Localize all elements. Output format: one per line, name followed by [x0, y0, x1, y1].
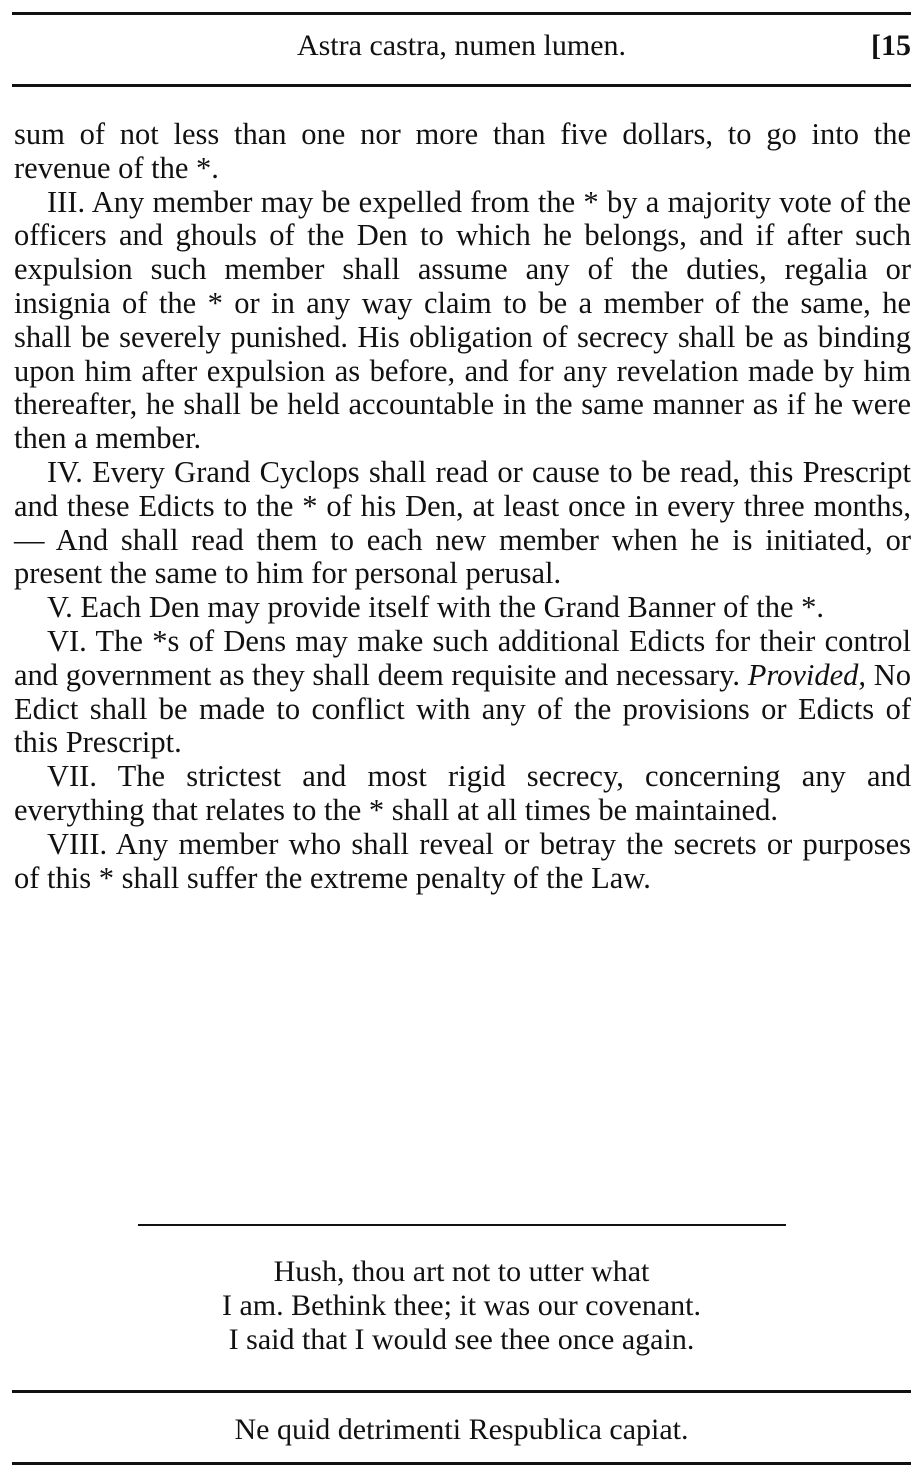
verse-block: [0, 1255, 923, 1357]
paragraph-vi: [14, 625, 911, 760]
footer-top-rule: [12, 1390, 911, 1393]
footer-motto: Ne quid detrimenti Respublica capiat.: [234, 1413, 689, 1446]
body-text: [14, 118, 911, 895]
top-rule: [12, 12, 911, 15]
verse-line: I said that I would see thee once again.: [228, 1323, 695, 1356]
paragraph-iv: IV. Every Grand Cyclops shall read or cause to be read, this Prescript and these Edicts to the * of his Den, at least once in every three months,— And shall read them to each new member when he is initiated, or present the same to him for personal perusal.: [14, 454, 911, 591]
paragraph-vi-rest: No Edict shall be made to conflict with any of the provisions or Edicts of this Prescript.: [14, 657, 911, 760]
paragraph-vi-italic: Provided,: [747, 657, 867, 692]
verse-line: Hush, thou art not to utter what: [273, 1255, 650, 1288]
paragraph-v: V. Each Den may provide itself with the Grand Banner of the *.: [47, 590, 824, 625]
running-head: [0, 26, 923, 66]
section-divider: [138, 1224, 786, 1226]
header-motto: Astra castra, numen lumen.: [296, 29, 627, 62]
paragraph-iii: III. Any member may be expelled from the * by a majority vote of the officers and ghouls of the Den to which he belongs, and if after such expulsion such member shall assume any of the duties, regalia or insignia of the * or in any way claim to be a member of the same, he shall be severely punished. His obligation of secrecy shall be as binding upon him after expulsion as before, and for any revelation made by him thereafter, he shall be held accountable in the same manner as if he were then a member.: [14, 184, 911, 456]
footer-bottom-rule: [12, 1462, 911, 1465]
footer: [0, 1410, 923, 1450]
header-rule: [12, 84, 911, 87]
paragraph-viii: VIII. Any member who shall reveal or betray the secrets or purposes of this * shall suffer the extreme penalty of the Law.: [14, 826, 911, 895]
continuation-paragraph: sum of not less than one nor more than five dollars, to go into the revenue of the *.: [14, 117, 911, 185]
page-number: [15: [871, 29, 911, 62]
paragraph-vi-text: VI. The *s of Dens may make such additional Edicts for their control and government as they shall deem requisite and necessary.: [14, 623, 911, 692]
verse-line: I am. Bethink thee; it was our covenant.: [221, 1289, 702, 1322]
paragraph-vii: VII. The strictest and most rigid secrecy, concerning any and everything that relates to the * shall at all times be maintained.: [14, 759, 911, 827]
